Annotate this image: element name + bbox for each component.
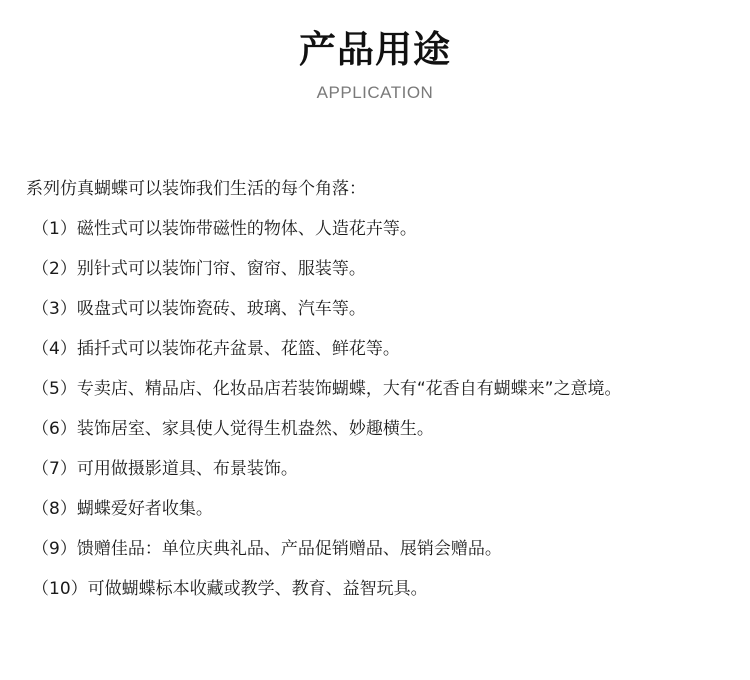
item-number: （8） [32, 499, 77, 519]
item-text: 别针式可以装饰门帘、窗帘、服装等。 [76, 259, 366, 279]
item-text: 馈赠佳品：单位庆典礼品、产品促销赠品、展销会赠品。 [76, 539, 502, 559]
item-number: （5） [32, 379, 77, 399]
item-text: 磁性式可以装饰带磁性的物体、人造花卉等。 [76, 219, 417, 239]
item-number: （10） [32, 579, 88, 599]
item-text: 装饰居室、家具使人觉得生机盎然、妙趣横生。 [76, 419, 434, 439]
list-item [32, 416, 621, 456]
page-subtitle: APPLICATION [316, 83, 434, 102]
item-text: 吸盘式可以装饰瓷砖、玻璃、汽车等。 [76, 299, 366, 319]
list-item [32, 536, 621, 576]
item-number: （4） [32, 339, 77, 359]
list-item [32, 256, 621, 296]
item-text: 可用做摄影道具、布景装饰。 [76, 459, 298, 479]
list-item [32, 376, 621, 416]
usage-list [32, 216, 621, 616]
item-number: （6） [32, 419, 77, 439]
list-item [32, 336, 621, 376]
item-number: （7） [32, 459, 77, 479]
list-item [32, 296, 621, 336]
item-text: 专卖店、精品店、化妆品店若装饰蝴蝶，大有“花香自有蝴蝶来”之意境。 [76, 379, 622, 399]
item-text: 蝴蝶爱好者收集。 [76, 499, 213, 519]
item-number: （9） [32, 539, 77, 559]
list-item [32, 496, 621, 536]
item-number: （2） [32, 259, 77, 279]
page-title: 产品用途 [299, 28, 451, 71]
item-text: 插扦式可以装饰花卉盆景、花篮、鲜花等。 [76, 339, 400, 359]
item-number: （1） [32, 219, 77, 239]
list-item [32, 216, 621, 256]
list-item [32, 456, 621, 496]
item-text: 可做蝴蝶标本收藏或教学、教育、益智玩具。 [87, 579, 428, 599]
item-number: （3） [32, 299, 77, 319]
list-item [32, 576, 621, 616]
intro-text: 系列仿真蝴蝶可以装饰我们生活的每个角落： [26, 179, 366, 199]
